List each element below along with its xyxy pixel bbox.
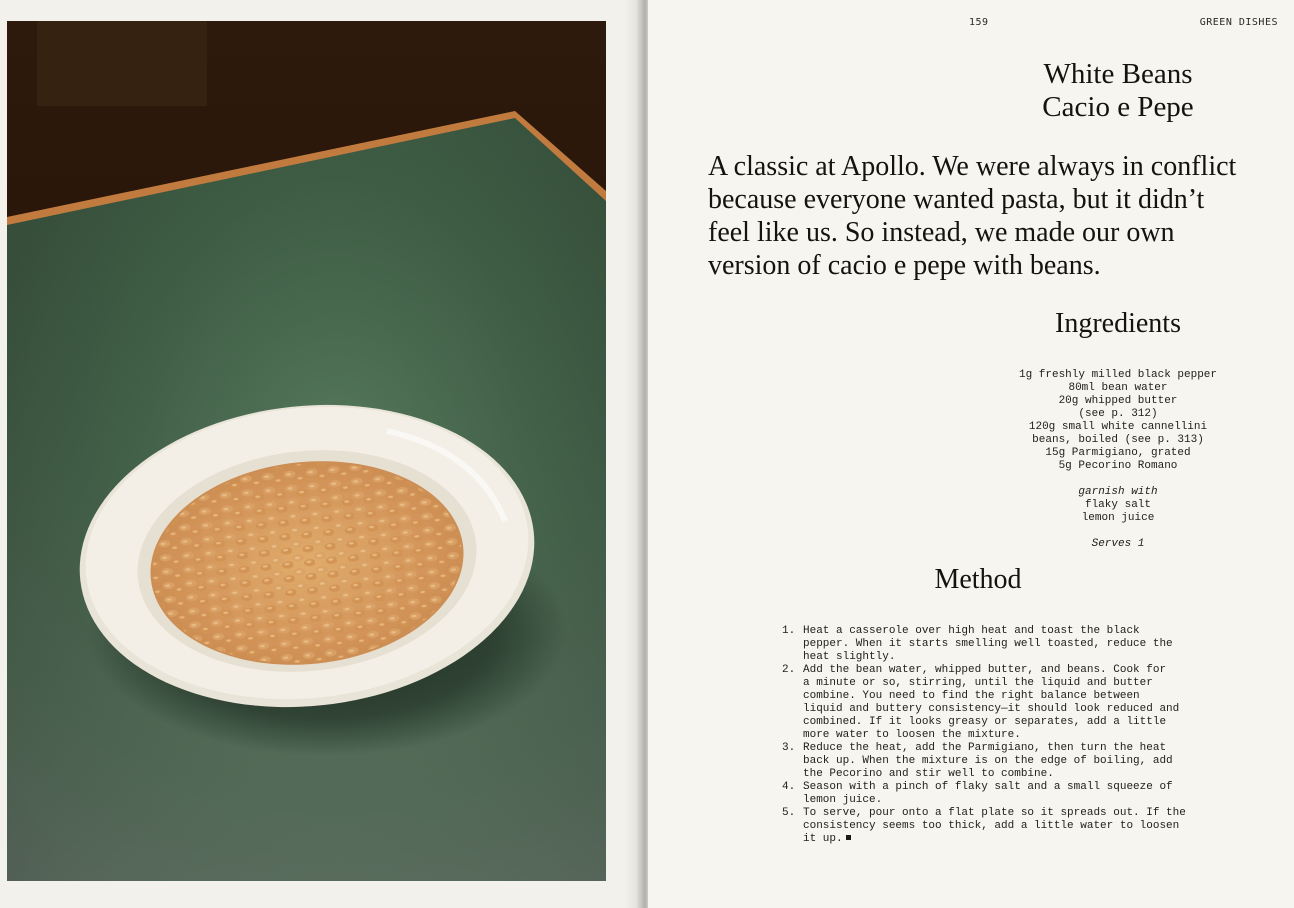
step-last-line bbox=[803, 833, 1202, 846]
step-line: the Pecorino and stir well to combine. bbox=[803, 768, 1054, 780]
white-beans-plate-image bbox=[7, 21, 606, 881]
method-step bbox=[782, 664, 1202, 742]
section-name: GREEN DISHES bbox=[1199, 17, 1278, 28]
method-steps bbox=[782, 625, 1202, 846]
ingredients-heading: Ingredients bbox=[1055, 308, 1181, 339]
step-line: liquid and buttery consistency—it should look reduced and bbox=[803, 703, 1180, 715]
recipe-title-line-2: Cacio e Pepe bbox=[1042, 91, 1194, 123]
step-line: it up. bbox=[803, 833, 843, 845]
step-number: 5. bbox=[782, 807, 796, 819]
method-step bbox=[782, 625, 1202, 664]
recipe-title bbox=[978, 58, 1258, 124]
ingredient-item: 20g whipped butter bbox=[1058, 395, 1178, 407]
ingredients-spacer bbox=[988, 473, 1248, 486]
end-mark-icon bbox=[846, 835, 851, 840]
step-line: combine. You need to find the right balance between bbox=[803, 690, 1140, 702]
step-line: lemon juice. bbox=[803, 794, 883, 806]
method-step bbox=[782, 807, 1202, 846]
ingredient-item: 5g Pecorino Romano bbox=[1058, 460, 1178, 472]
step-line: To serve, pour onto a flat plate so it spreads out. If the bbox=[803, 807, 1186, 819]
ingredient-item: beans, boiled (see p. 313) bbox=[1032, 434, 1204, 446]
step-line: combined. If it looks greasy or separates, add a little bbox=[803, 716, 1167, 728]
step-line: back up. When the mixture is on the edge of boiling, add bbox=[803, 755, 1173, 767]
ingredient-item: 1g freshly milled black pepper bbox=[1018, 369, 1218, 381]
recipe-intro: A classic at Apollo. We were always in conflict because everyone wanted pasta, but it didn’t feel like us. So instead, we made our own version of cacio e pepe with beans. bbox=[708, 151, 1237, 281]
serves-label: Serves 1 bbox=[1091, 538, 1145, 550]
step-line: consistency seems too thick, add a little water to loosen bbox=[803, 820, 1180, 832]
page-number: 159 bbox=[969, 17, 989, 28]
ingredient-item: 15g Parmigiano, grated bbox=[1045, 447, 1191, 459]
step-number: 3. bbox=[782, 742, 796, 754]
method-heading: Method bbox=[934, 564, 1022, 595]
ingredients-spacer bbox=[988, 525, 1248, 538]
step-number: 4. bbox=[782, 781, 796, 793]
garnish-label: garnish with bbox=[1078, 486, 1158, 498]
garnish-item: lemon juice bbox=[1081, 512, 1155, 524]
step-number: 1. bbox=[782, 625, 796, 637]
step-line: pepper. When it starts smelling well toasted, reduce the bbox=[803, 638, 1173, 650]
dish-photo bbox=[7, 21, 606, 881]
method-step bbox=[782, 781, 1202, 807]
step-line: Heat a casserole over high heat and toast the black bbox=[803, 625, 1140, 637]
ingredient-item: 80ml bean water bbox=[1068, 382, 1168, 394]
step-line: Add the bean water, whipped butter, and beans. Cook for bbox=[803, 664, 1167, 676]
ingredient-item: 120g small white cannellini bbox=[1028, 421, 1208, 433]
ingredient-item: (see p. 312) bbox=[1078, 408, 1158, 420]
ingredients-list bbox=[988, 369, 1248, 551]
recipe-title-line-1: White Beans bbox=[1043, 58, 1193, 90]
step-line: heat slightly. bbox=[803, 651, 896, 663]
method-step bbox=[782, 742, 1202, 781]
step-line: more water to loosen the mixture. bbox=[803, 729, 1021, 741]
garnish-item: flaky salt bbox=[1084, 499, 1151, 511]
right-page bbox=[648, 0, 1294, 908]
step-line: Season with a pinch of flaky salt and a small squeeze of bbox=[803, 781, 1173, 793]
step-line: Reduce the heat, add the Parmigiano, then turn the heat bbox=[803, 742, 1167, 754]
left-page bbox=[0, 0, 640, 908]
step-line: a minute or so, stirring, until the liquid and butter bbox=[803, 677, 1153, 689]
step-number: 2. bbox=[782, 664, 796, 676]
